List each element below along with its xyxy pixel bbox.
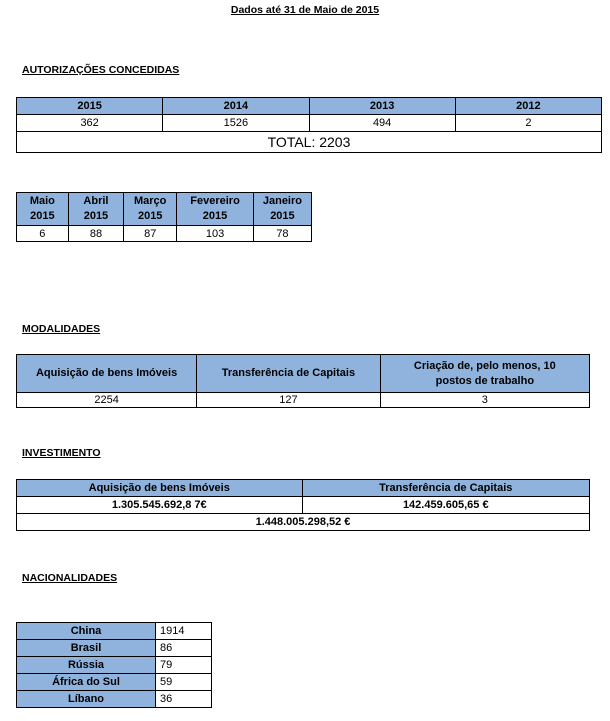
total-row [17,132,602,153]
table-cell: 127 [197,393,381,408]
modalidades-table [16,354,590,408]
count-cell: 86 [156,640,212,657]
column-header: Aquisição de bens Imóveis [17,480,303,497]
year-label: 2015 [202,210,228,222]
count-cell: 79 [156,657,212,674]
country-cell: Brasil [17,640,156,657]
table-cell: 103 [177,226,254,242]
table-cell: 1.305.545.692,8 7€ [17,497,303,514]
total-row [17,514,590,531]
total-value: 1.448.005.298,52 € [17,514,590,531]
year-label: 2015 [270,210,295,222]
table-cell: 3 [380,393,589,408]
country-cell: Rússia [17,657,156,674]
table-row [17,657,212,674]
nacionalidades-table [16,622,212,708]
column-header [124,193,177,226]
count-cell: 59 [156,674,212,691]
table-cell: 1526 [163,115,309,132]
table-cell: 494 [309,115,455,132]
autorizacoes-heading: AUTORIZAÇÕES CONCEDIDAS [22,64,180,76]
month-label: Maio [29,195,55,207]
column-header: 2013 [309,98,455,115]
table-row [17,393,590,408]
autorizacoes-table [16,97,602,153]
page-title: Dados até 31 de Maio de 2015 [230,4,380,16]
month-label: Março [134,195,167,207]
table-cell: 2254 [17,393,197,408]
month-label: Fevereiro [190,195,240,207]
column-header: 2014 [163,98,309,115]
table-row [17,623,212,640]
count-cell: 36 [156,691,212,708]
column-header: Transferência de Capitais [197,355,381,393]
table-row [17,226,312,242]
column-header: Transferência de Capitais [302,480,589,497]
monthly-table [16,192,312,242]
country-cell: Líbano [17,691,156,708]
column-header [68,193,124,226]
investimento-table [16,479,590,531]
country-cell: África do Sul [17,674,156,691]
country-cell: China [17,623,156,640]
table-header-row [17,480,590,497]
month-label: Janeiro [262,195,302,207]
table-row [17,497,590,514]
year-label: 2015 [83,210,109,222]
table-cell: 78 [253,226,311,242]
table-cell: 362 [17,115,163,132]
count-cell: 1914 [156,623,212,640]
column-header: Aquisição de bens Imóveis [17,355,197,393]
column-header: 2012 [455,98,601,115]
column-header [253,193,311,226]
year-label: 2015 [30,210,55,222]
column-header [177,193,254,226]
table-cell: 142.459.605,65 € [302,497,589,514]
total-value: TOTAL: 2203 [17,132,602,153]
investimento-heading: INVESTIMENTO [22,447,101,459]
table-header-row [17,355,590,393]
column-header: 2015 [17,98,163,115]
table-row [17,691,212,708]
table-header-row [17,193,312,226]
table-cell: 87 [124,226,177,242]
column-header [17,193,69,226]
nacionalidades-heading: NACIONALIDADES [22,572,118,584]
year-label: 2015 [137,210,163,222]
table-header-row [17,98,602,115]
modalidades-heading: MODALIDADES [22,323,101,335]
table-cell: 88 [68,226,124,242]
table-row [17,674,212,691]
table-row [17,115,602,132]
table-row [17,640,212,657]
table-cell: 2 [455,115,601,132]
column-header: Criação de, pelo menos, 10 postos de trabalho [380,355,589,393]
month-label: Abril [83,195,109,207]
table-cell: 6 [17,226,69,242]
